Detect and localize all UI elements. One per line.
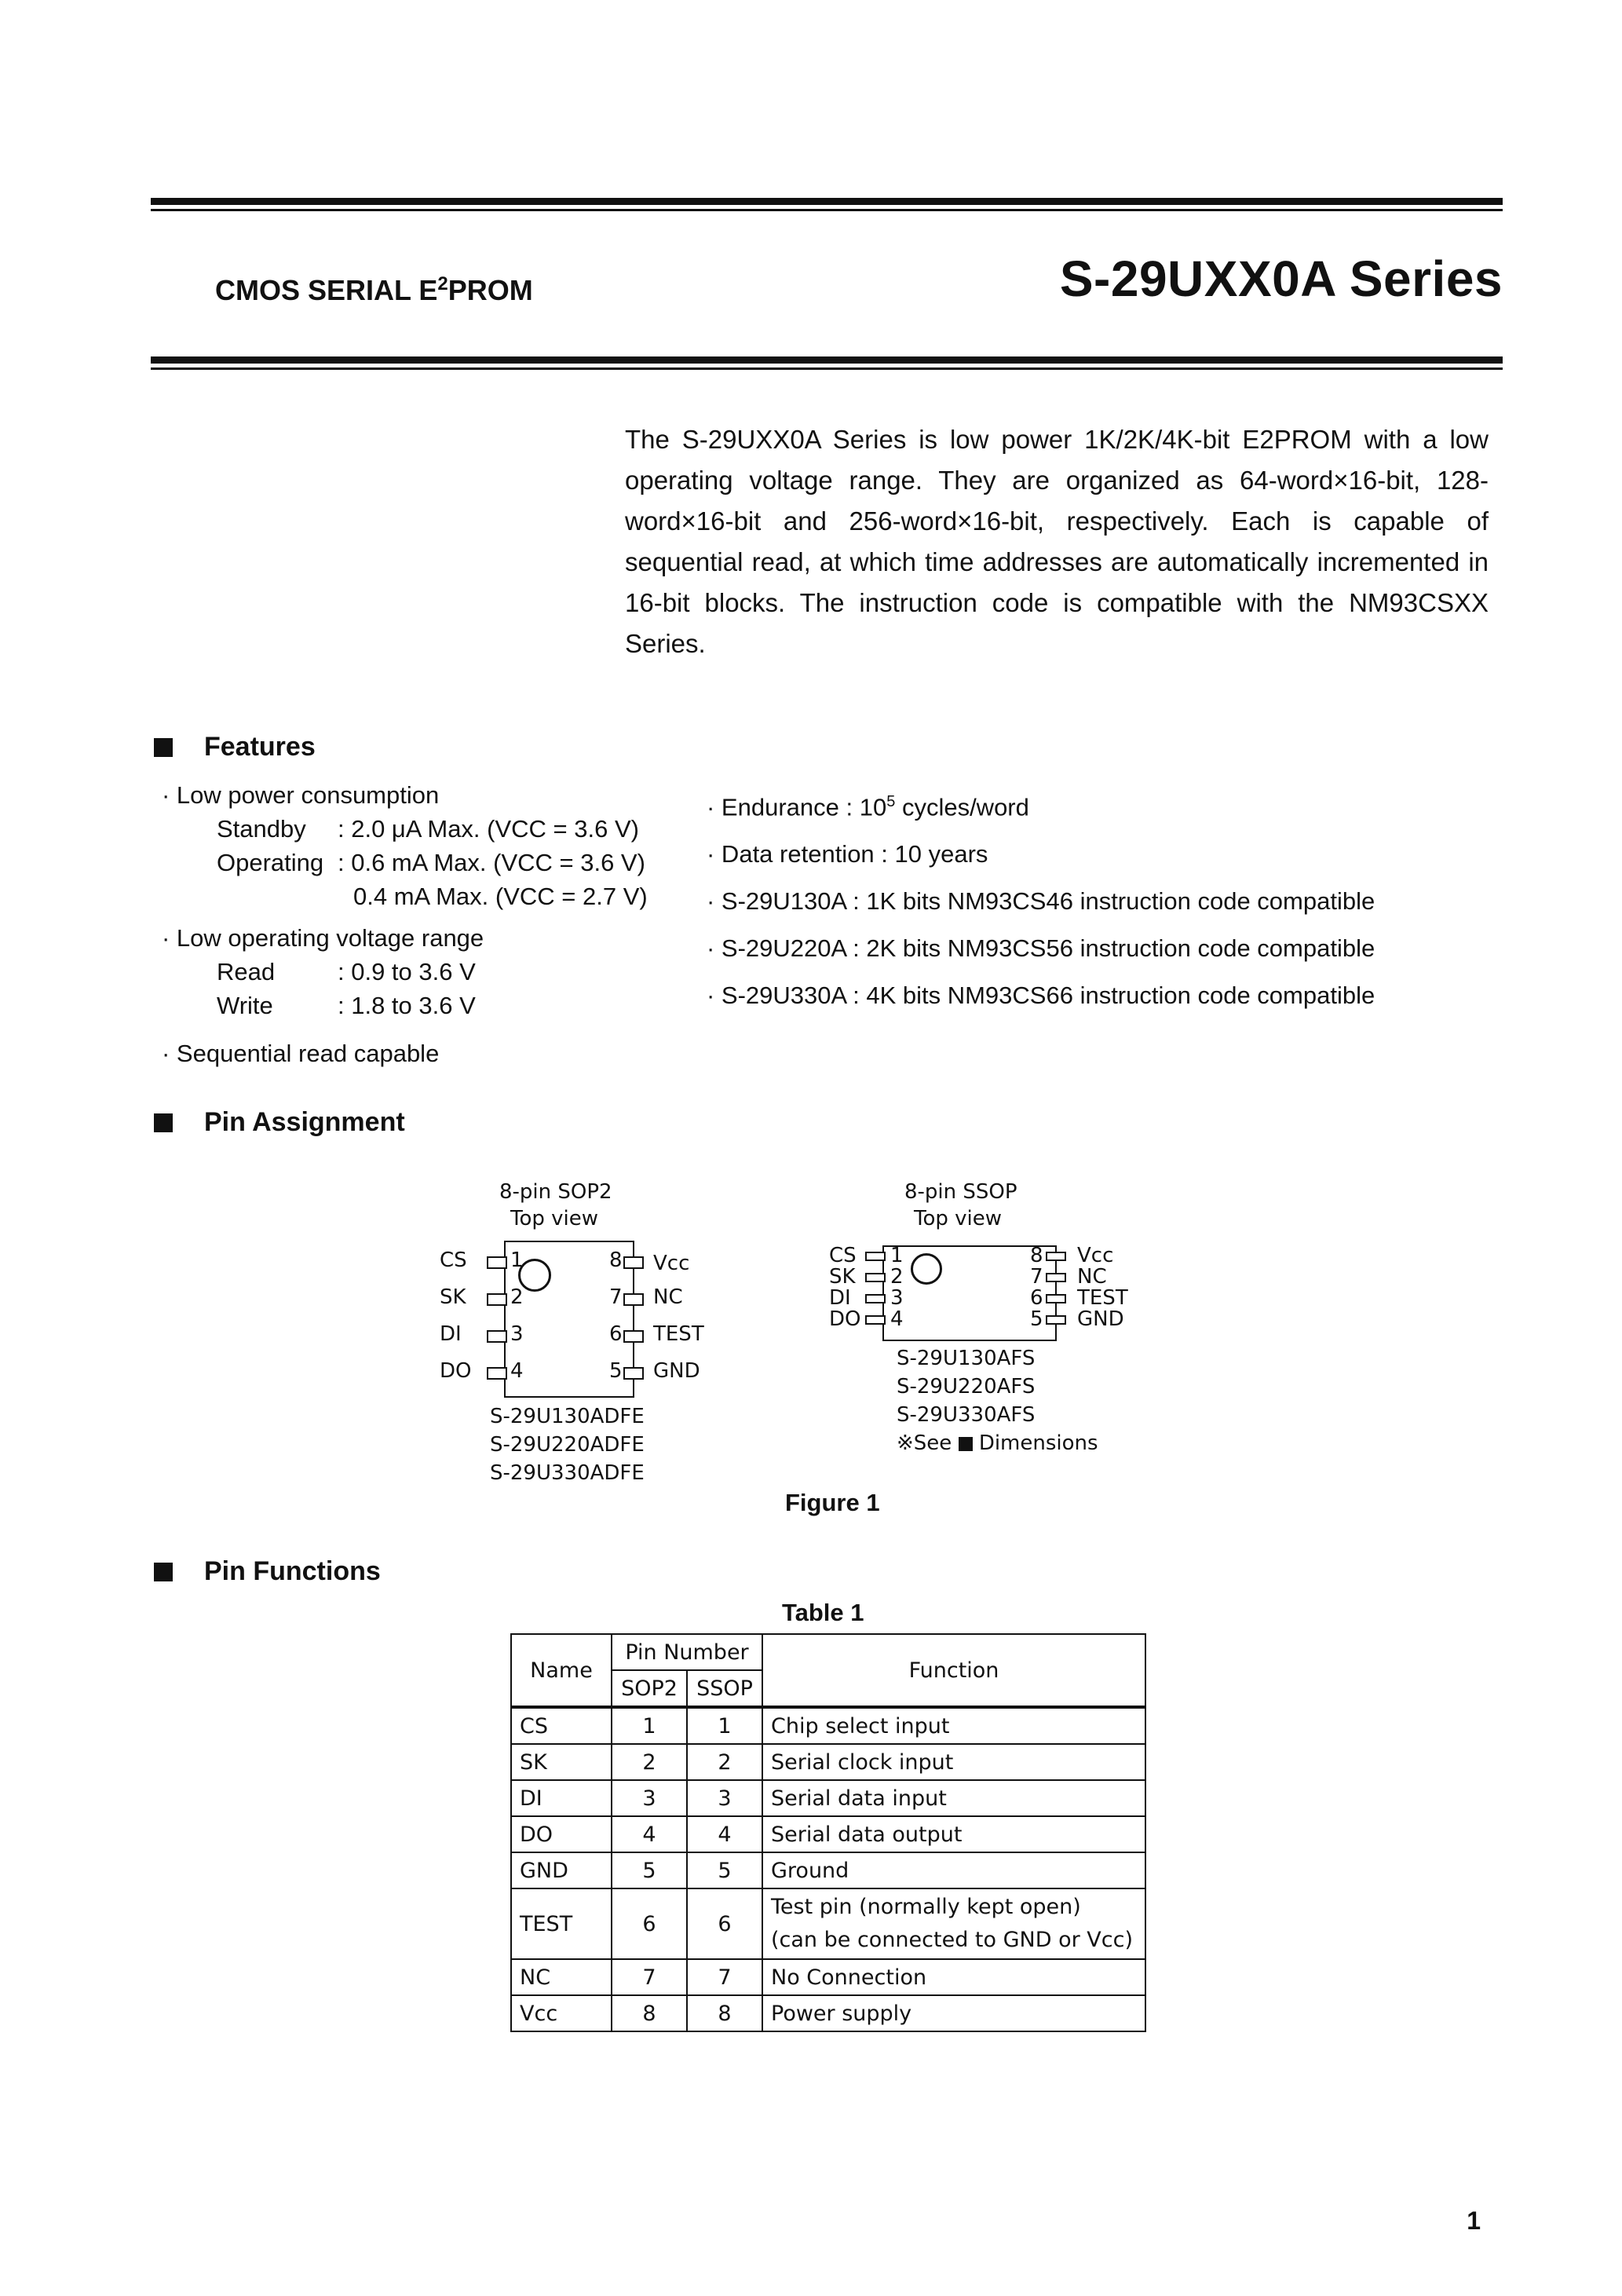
cell-function: No Connection: [762, 1959, 1145, 1995]
table-row: [511, 1852, 1145, 1888]
sop-num-1: 1: [510, 1249, 524, 1272]
header-rule-top-thin: [151, 209, 1503, 211]
feature-write: Write : 1.8 to 3.6 V: [217, 992, 476, 1019]
ssop-label-do: DO: [829, 1307, 861, 1331]
sop-num-4: 4: [510, 1359, 524, 1383]
sop-title: 8-pin SOP2: [499, 1180, 612, 1204]
ssop-num-4: 4: [890, 1307, 904, 1331]
feature-low-power: · Low power consumption: [162, 781, 440, 809]
ssop-label-di: DI: [829, 1286, 851, 1310]
sop-num-3: 3: [510, 1322, 524, 1346]
cell-sop2: 2: [612, 1744, 687, 1780]
cell-name: DI: [511, 1780, 612, 1816]
cell-sop2: 4: [612, 1816, 687, 1852]
page-number: 1: [1467, 2206, 1481, 2235]
sop-pin-7: [623, 1293, 644, 1306]
pin-assignment-heading: Pin Assignment: [154, 1107, 405, 1138]
sop-num-6: 6: [609, 1322, 623, 1346]
ssop-pin-8: [1046, 1252, 1066, 1261]
cell-sop2: 5: [612, 1852, 687, 1888]
header-pin-number: Pin Number: [612, 1634, 762, 1670]
cell-function: Serial clock input: [762, 1744, 1145, 1780]
ssop-label-sk: SK: [829, 1265, 856, 1289]
table-row: [511, 1995, 1145, 2031]
series-title: S-29UXX0A Series: [1059, 250, 1503, 307]
cell-function: Serial data input: [762, 1780, 1145, 1816]
ssop-num-3: 3: [890, 1286, 904, 1310]
cell-sop2: 7: [612, 1959, 687, 1995]
ssop-label-nc: NC: [1077, 1265, 1107, 1289]
cell-sop2: 3: [612, 1780, 687, 1816]
feature-operating: Operating : 0.6 mA Max. (VCC = 3.6 V): [217, 849, 645, 876]
cell-function-line2: (can be connected to GND or Vcc): [771, 1928, 1133, 1952]
table-row: [511, 1888, 1145, 1959]
sop-num-8: 8: [609, 1249, 623, 1272]
ssop-view: Top view: [914, 1207, 1003, 1230]
sop-pin-3: [487, 1330, 507, 1343]
features-right: [707, 778, 1375, 1019]
ssop-label-test: TEST: [1077, 1286, 1128, 1310]
ssop-title: 8-pin SSOP: [904, 1180, 1017, 1204]
ssop-note: ※See Dimensions: [897, 1431, 1098, 1455]
ssop-pin-2: [865, 1273, 886, 1282]
feature-low-voltage: · Low operating voltage range: [162, 924, 484, 952]
table-row: [511, 1707, 1145, 1744]
cell-ssop: 3: [687, 1780, 762, 1816]
features-heading: Features: [154, 732, 316, 762]
features-left: [162, 778, 648, 1070]
doc-type: CMOS SERIAL $E^2PROM$: [215, 273, 533, 306]
ssop-num-7: 7: [1030, 1265, 1043, 1289]
header-sop2: SOP2: [612, 1670, 687, 1707]
header-rule-bottom-thin: [151, 367, 1503, 370]
sop-pin-5: [623, 1367, 644, 1380]
sop-label-vcc: Vcc: [653, 1252, 690, 1275]
sop-pin-4: [487, 1367, 507, 1380]
ssop-part: S-29U220AFS: [897, 1375, 1036, 1398]
sop-part: S-29U220ADFE: [490, 1433, 645, 1457]
intro-text: The S-29UXX0A Series is low power 1K/2K/4K-bit E2PROM with a low operating voltage range. They are organized as 64-word×16-bit, 128-word×16-bit and 256-word×16-bit, respectively. Each is capable of sequential read, at which time addresses are automatically incremented in 16-bit blocks. The instruction code is compatible with the NM93CSXX Series.: [625, 425, 1489, 658]
table-row: [511, 1744, 1145, 1780]
pin-functions-heading: Pin Functions: [154, 1556, 381, 1587]
sop-pin-8: [623, 1256, 644, 1269]
cell-function: Serial data output: [762, 1816, 1145, 1852]
sop-label-test: TEST: [653, 1322, 704, 1346]
cell-function: [762, 1888, 1145, 1959]
ssop-num-5: 5: [1030, 1307, 1043, 1331]
cell-name: CS: [511, 1707, 612, 1744]
cell-name: SK: [511, 1744, 612, 1780]
intro-paragraph: [625, 419, 1489, 664]
sop-num-5: 5: [609, 1359, 623, 1383]
ssop-num-6: 6: [1030, 1286, 1043, 1310]
bullet-square-icon: [154, 1113, 173, 1132]
sop-pin-6: [623, 1330, 644, 1343]
cell-function: Chip select input: [762, 1707, 1145, 1744]
cell-function: Ground: [762, 1852, 1145, 1888]
ssop-pin-3: [865, 1294, 886, 1303]
ssop-part: S-29U130AFS: [897, 1347, 1036, 1370]
sop-pin-1: [487, 1256, 507, 1269]
cell-sop2: 6: [612, 1888, 687, 1959]
sop-num-7: 7: [609, 1285, 623, 1309]
sop-label-do: DO: [440, 1359, 472, 1383]
bullet-square-icon: [959, 1437, 973, 1451]
cell-name: GND: [511, 1852, 612, 1888]
cell-ssop: 8: [687, 1995, 762, 2031]
bullet-square-icon: [154, 738, 173, 757]
ssop-pin-7: [1046, 1273, 1066, 1282]
ssop-label-gnd: GND: [1077, 1307, 1124, 1331]
sop-label-cs: CS: [440, 1249, 467, 1272]
cell-sop2: 8: [612, 1995, 687, 2031]
header-name: Name: [511, 1634, 612, 1707]
feature-sequential: · Sequential read capable: [162, 1040, 440, 1067]
ssop-label-cs: CS: [829, 1244, 857, 1267]
ssop-notch-icon: [911, 1253, 942, 1285]
ssop-num-1: 1: [890, 1244, 904, 1267]
ssop-pin-6: [1046, 1294, 1066, 1303]
feature-standby: Standby : 2.0 μA Max. (VCC = 3.6 V): [217, 815, 639, 843]
feature-u130: · S-29U130A : 1K bits NM93CS46 instruction code compatible: [707, 887, 1375, 916]
cell-name: TEST: [511, 1888, 612, 1959]
cell-name: Vcc: [511, 1995, 612, 2031]
sop-label-gnd: GND: [653, 1359, 700, 1383]
ssop-part-list: [897, 1344, 1098, 1457]
feature-endurance: · Endurance : $10^5$ cycles/word: [707, 793, 1029, 821]
cell-ssop: 1: [687, 1707, 762, 1744]
pin-functions-table: [510, 1633, 1146, 2032]
figure-caption: Figure 1: [785, 1489, 880, 1516]
ssop-pin-5: [1046, 1315, 1066, 1325]
cell-ssop: 5: [687, 1852, 762, 1888]
table-row: [511, 1780, 1145, 1816]
sop-view: Top view: [510, 1207, 599, 1230]
table-row: [511, 1959, 1145, 1995]
ssop-label-vcc: Vcc: [1077, 1244, 1114, 1267]
feature-retention: · Data retention : 10 years: [707, 840, 988, 868]
cell-ssop: 4: [687, 1816, 762, 1852]
feature-u330: · S-29U330A : 4K bits NM93CS66 instruction code compatible: [707, 982, 1375, 1010]
ssop-pin-1: [865, 1252, 886, 1261]
header-rule-top: [151, 198, 1503, 205]
cell-ssop: 2: [687, 1744, 762, 1780]
sop-part: S-29U330ADFE: [490, 1461, 645, 1485]
sop-label-sk: SK: [440, 1285, 466, 1309]
ssop-part: S-29U330AFS: [897, 1403, 1036, 1427]
header-function: Function: [762, 1634, 1145, 1707]
cell-ssop: 6: [687, 1888, 762, 1959]
feature-read: Read : 0.9 to 3.6 V: [217, 958, 476, 985]
table-header-row: [511, 1634, 1145, 1670]
cell-name: DO: [511, 1816, 612, 1852]
header-ssop: SSOP: [687, 1670, 762, 1707]
cell-function: Power supply: [762, 1995, 1145, 2031]
cell-name: NC: [511, 1959, 612, 1995]
bullet-square-icon: [154, 1563, 173, 1581]
feature-u220: · S-29U220A : 2K bits NM93CS56 instruction code compatible: [707, 934, 1375, 963]
cell-function-line1: Test pin (normally kept open): [771, 1895, 1081, 1919]
header-rule-bottom: [151, 356, 1503, 364]
sop-label-nc: NC: [653, 1285, 683, 1309]
sop-num-2: 2: [510, 1285, 524, 1309]
sop-part: S-29U130ADFE: [490, 1405, 645, 1428]
table-row: [511, 1816, 1145, 1852]
cell-ssop: 7: [687, 1959, 762, 1995]
feature-operating-2: 0.4 mA Max. (VCC = 2.7 V): [353, 883, 648, 910]
ssop-num-2: 2: [890, 1265, 904, 1289]
table-caption: Table 1: [782, 1599, 864, 1626]
sop-label-di: DI: [440, 1322, 462, 1346]
sop-part-list: [490, 1402, 645, 1487]
sop-pin-2: [487, 1293, 507, 1306]
cell-sop2: 1: [612, 1707, 687, 1744]
ssop-pin-4: [865, 1315, 886, 1325]
ssop-num-8: 8: [1030, 1244, 1043, 1267]
